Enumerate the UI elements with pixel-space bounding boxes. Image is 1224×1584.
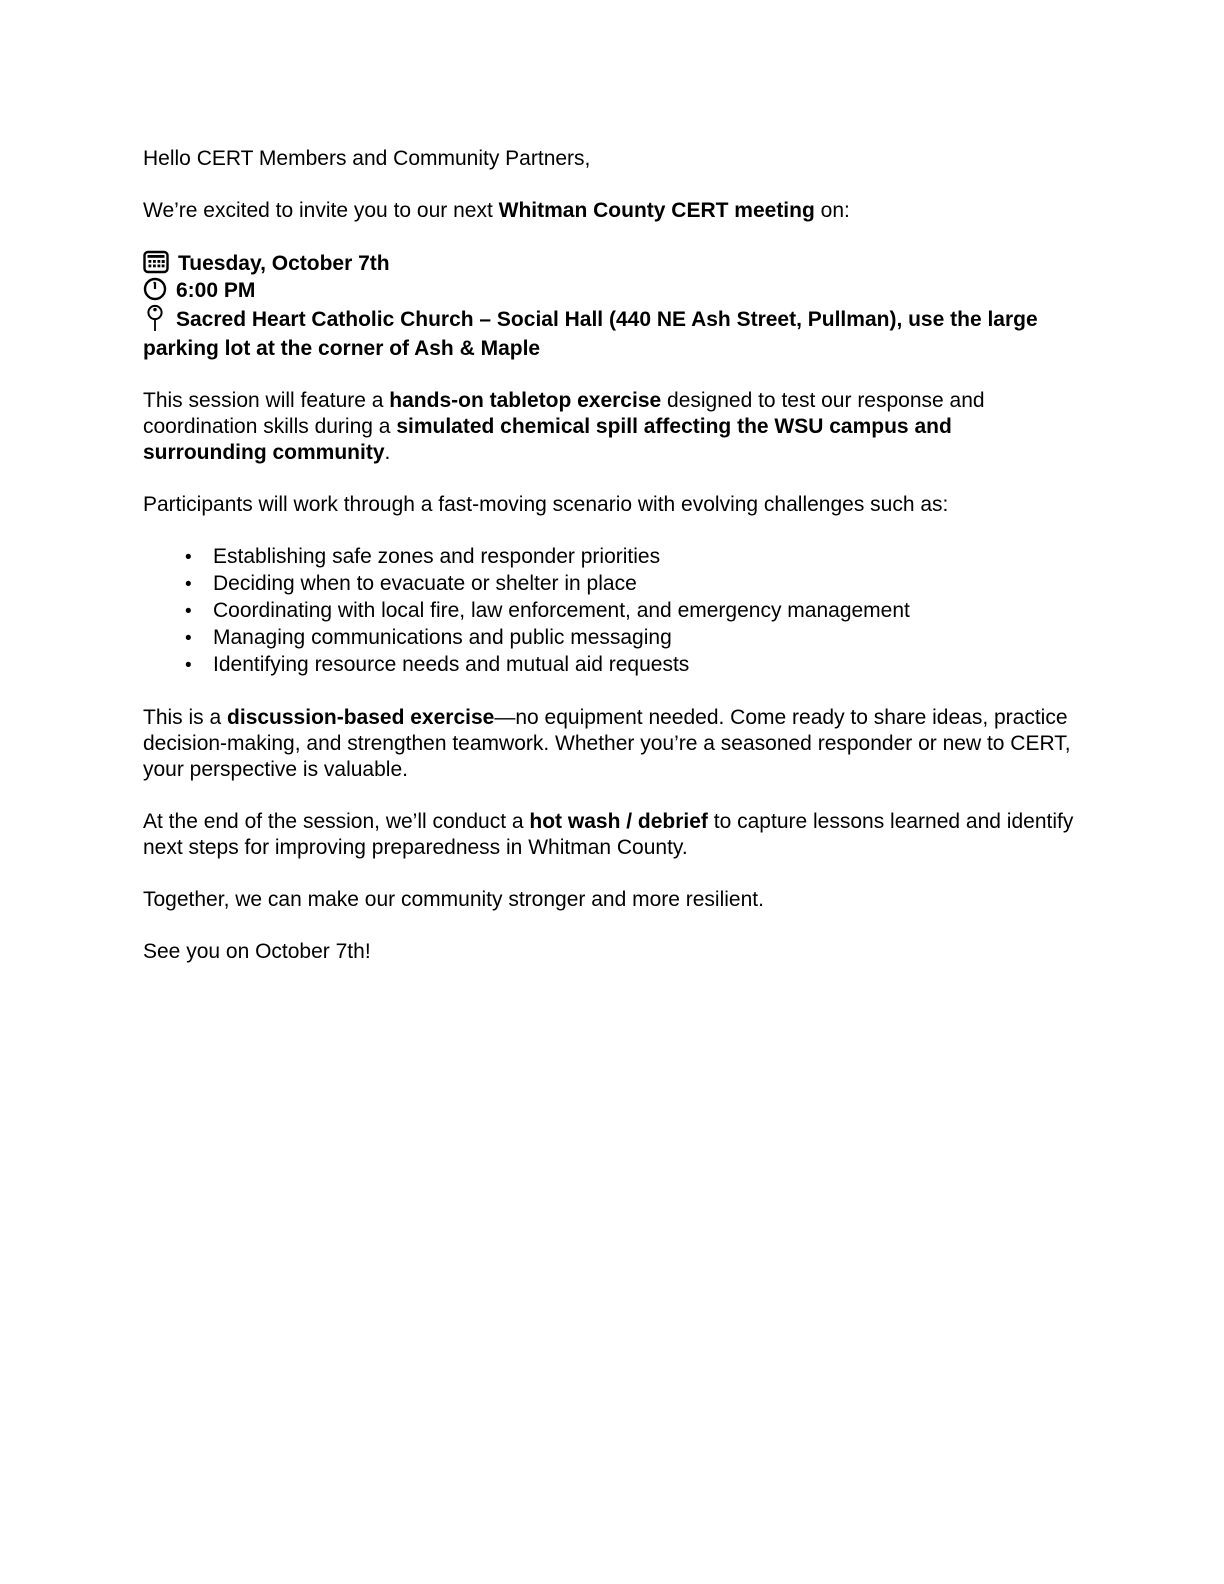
participants-intro-text: Participants will work through a fast-moving scenario with evolving challenges such as: bbox=[143, 493, 949, 516]
sign-off bbox=[143, 939, 1080, 965]
event-details bbox=[143, 250, 1080, 362]
intro-text-2: on: bbox=[814, 199, 850, 222]
session-exercise-type: hands-on tabletop exercise bbox=[389, 389, 662, 412]
greeting bbox=[143, 146, 1080, 172]
list-item-text: Establishing safe zones and responder priorities bbox=[213, 545, 661, 568]
greeting-text: Hello CERT Members and Community Partners, bbox=[143, 147, 591, 170]
bullet-marker: • bbox=[185, 574, 192, 595]
list-item-text: Managing communications and public messaging bbox=[213, 626, 672, 649]
calendar-icon bbox=[143, 250, 169, 274]
event-location: Sacred Heart Catholic Church – Social Hall (440 NE Ash Street, Pullman), use the large parking lot at the corner of Ash & Maple bbox=[143, 308, 1038, 360]
hot-wash-note bbox=[143, 809, 1080, 861]
closing-statement bbox=[143, 887, 1080, 913]
discussion-note bbox=[143, 705, 1080, 783]
participants-intro bbox=[143, 492, 1080, 518]
intro-meeting-name: Whitman County CERT meeting bbox=[498, 199, 815, 222]
hot-wash-text-2: to capture lessons learned and identify next steps for improving preparedness in Whitman County. bbox=[143, 810, 1074, 859]
event-date: Tuesday, October 7th bbox=[178, 252, 390, 275]
intro-paragraph bbox=[143, 198, 1080, 224]
list-item bbox=[185, 598, 1080, 625]
location-pin-icon bbox=[146, 304, 164, 335]
clock-icon bbox=[143, 277, 167, 301]
event-date-line bbox=[143, 250, 1080, 277]
event-time-line bbox=[143, 277, 1080, 304]
session-text-3: . bbox=[384, 441, 391, 464]
intro-text-1: We’re excited to invite you to our next bbox=[143, 199, 499, 222]
bullet-marker: • bbox=[185, 601, 192, 622]
event-time: 6:00 PM bbox=[176, 279, 256, 302]
challenges-list bbox=[143, 544, 1080, 679]
bullet-marker: • bbox=[185, 628, 192, 649]
bullet-marker: • bbox=[185, 655, 192, 676]
session-text-2: designed to test our response and coordination skills during a bbox=[143, 389, 985, 438]
discussion-text-1: This is a bbox=[143, 706, 228, 729]
session-scenario: simulated chemical spill affecting the WSU campus and surrounding community bbox=[143, 415, 952, 464]
session-text-1: This session will feature a bbox=[143, 389, 390, 412]
event-location-line bbox=[143, 304, 1080, 362]
sign-off-text: See you on October 7th! bbox=[143, 940, 371, 963]
hot-wash-term: hot wash / debrief bbox=[529, 810, 708, 833]
closing-statement-text: Together, we can make our community stronger and more resilient. bbox=[143, 888, 764, 911]
list-item-text: Deciding when to evacuate or shelter in place bbox=[213, 572, 637, 595]
session-overview bbox=[143, 388, 1080, 466]
list-item bbox=[185, 652, 1080, 679]
hot-wash-text-1: At the end of the session, we’ll conduct a bbox=[143, 810, 530, 833]
discussion-text-2: —no equipment needed. Come ready to share ideas, practice decision-making, and strengthen teamwork. Whether you’re a seasoned responder or new to CERT, your perspective is valuable. bbox=[143, 706, 1071, 781]
list-item bbox=[185, 544, 1080, 571]
list-item bbox=[185, 571, 1080, 598]
bullet-marker: • bbox=[185, 547, 192, 568]
discussion-exercise-type: discussion-based exercise bbox=[227, 706, 495, 729]
list-item-text: Identifying resource needs and mutual aid requests bbox=[213, 653, 690, 676]
list-item-text: Coordinating with local fire, law enforcement, and emergency management bbox=[213, 599, 910, 622]
list-item bbox=[185, 625, 1080, 652]
